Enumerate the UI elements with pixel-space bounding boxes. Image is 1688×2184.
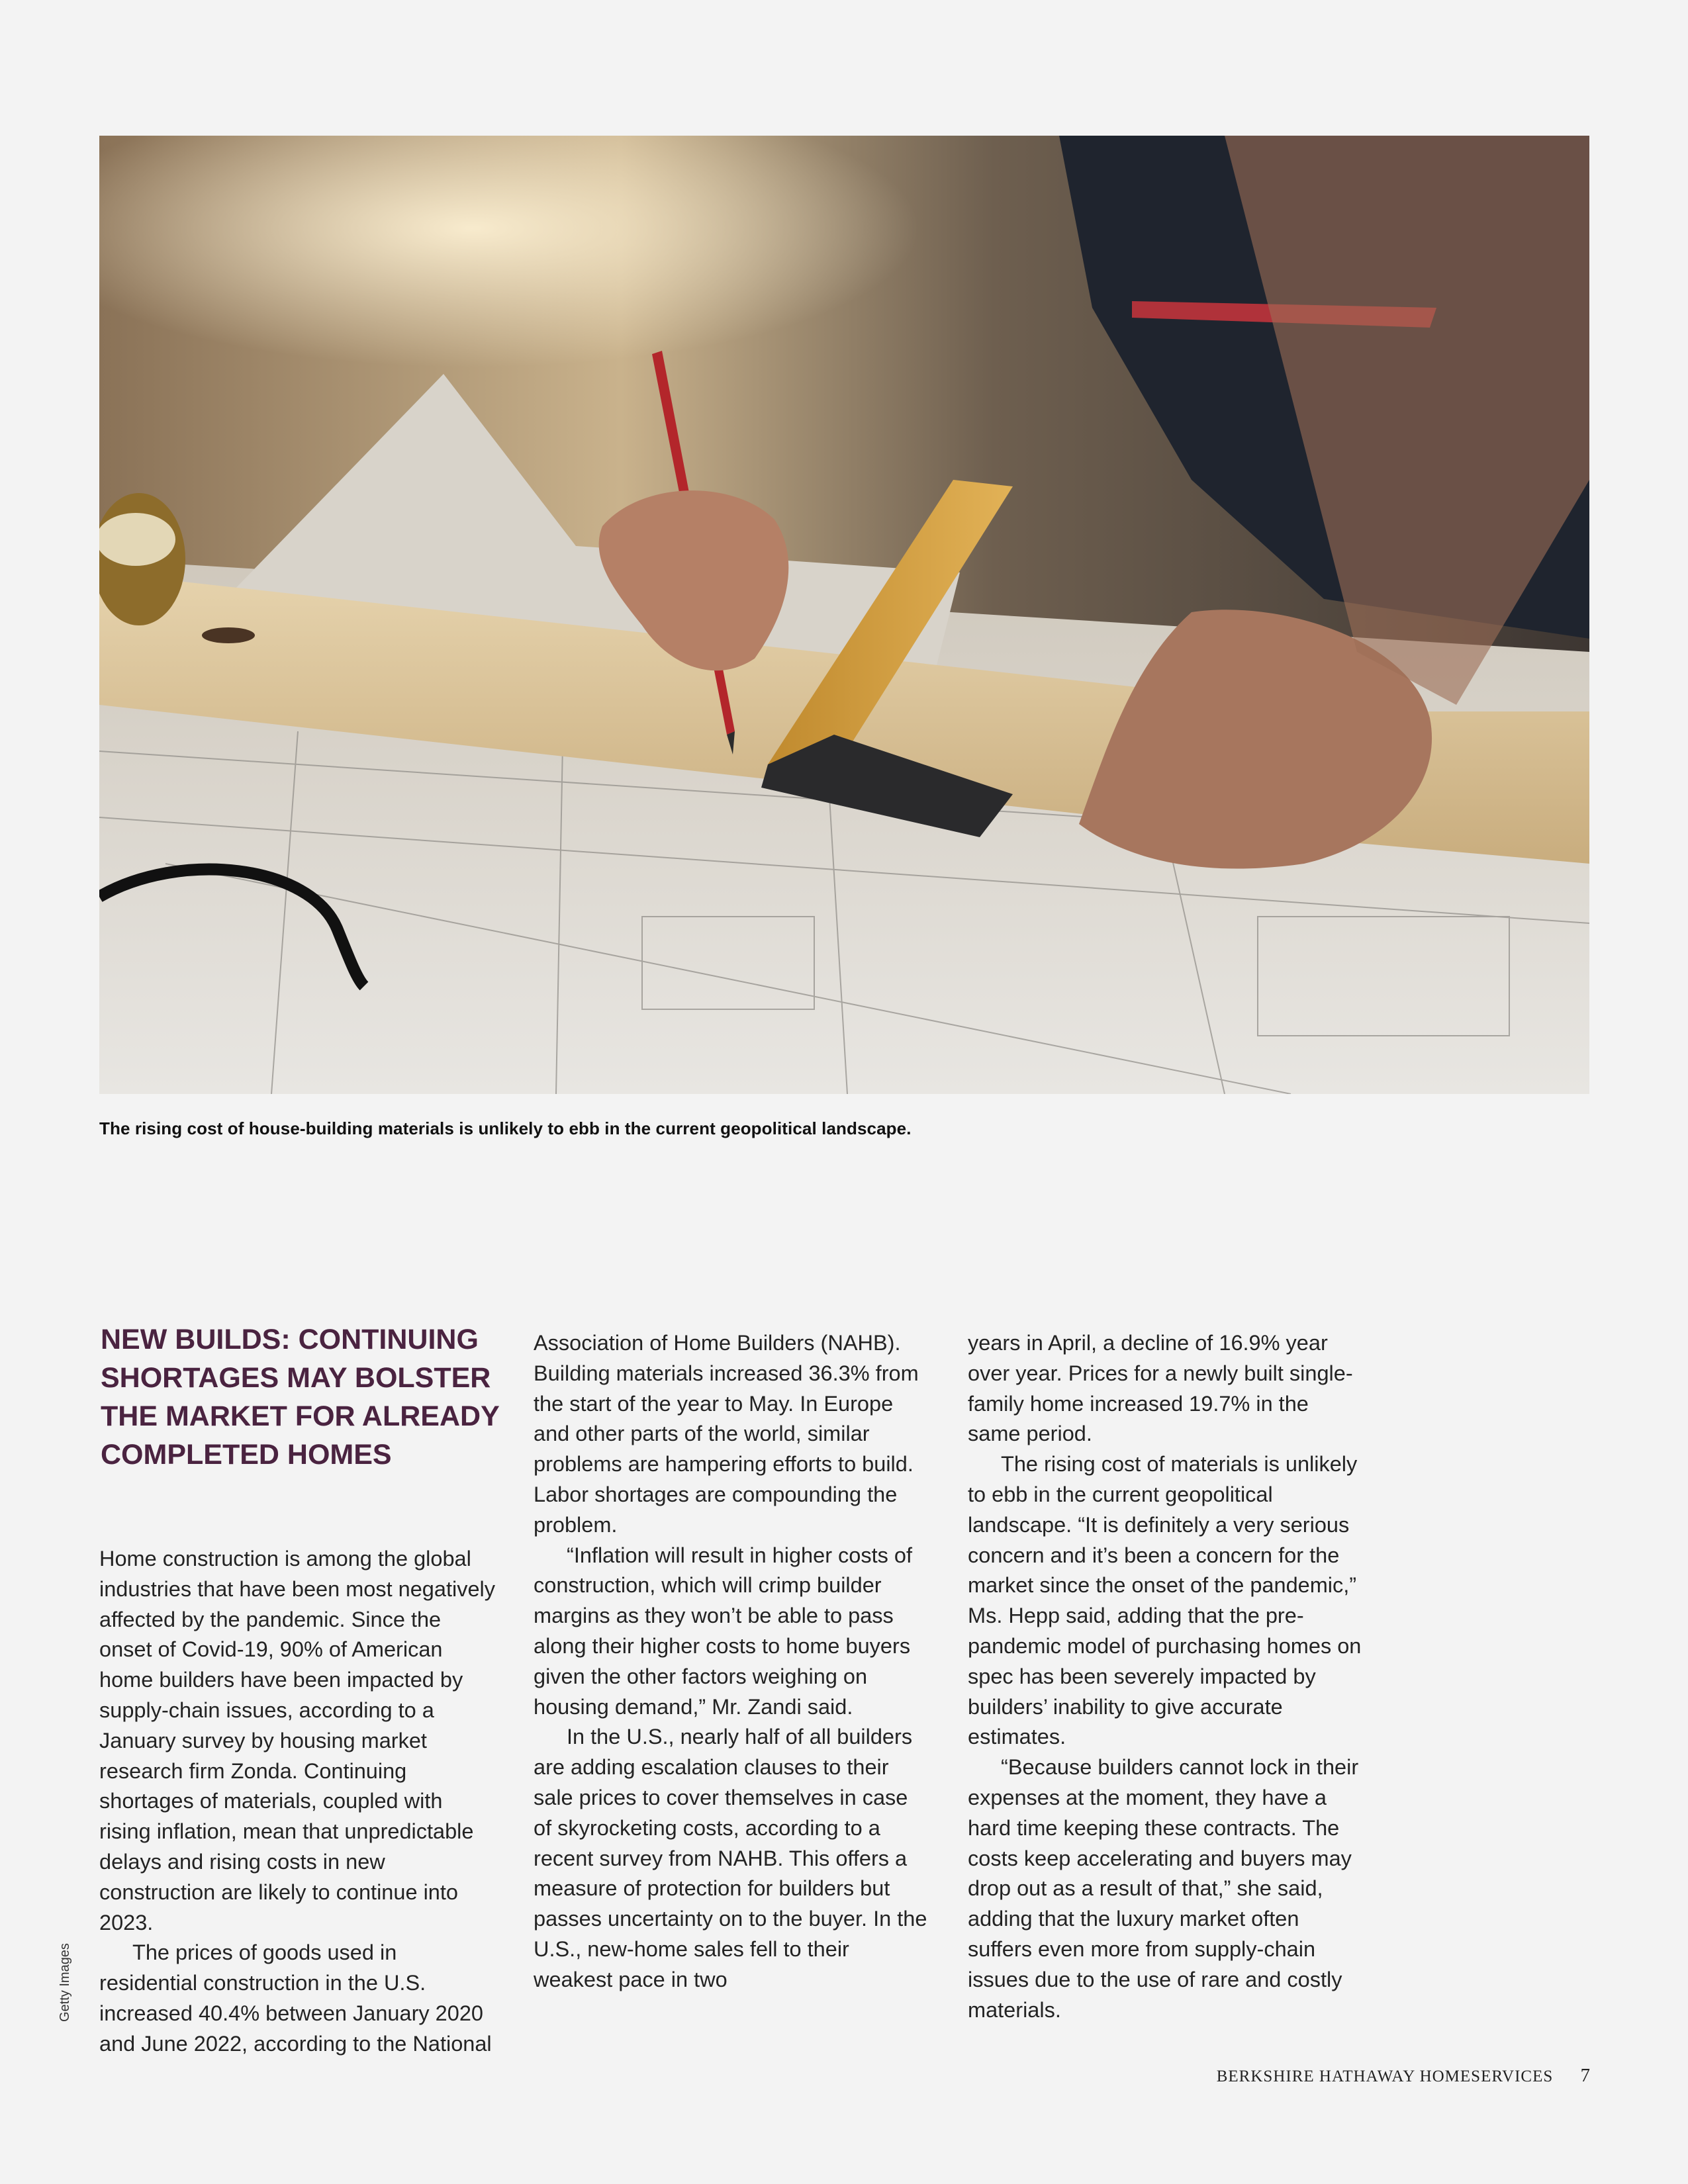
paragraph: The rising cost of materials is unlikely to ebb in the current geopolitical landscape. “It is definitely a very serious concern and it’s been a concern for the market since the onset of the pandemic,” Ms. Hepp said, adding that the pre-pandemic model of purchasing homes on spec has been severely impacted by builders’ inability to give accurate estimates. <box>968 1452 1362 1749</box>
paragraph: years in April, a decline of 16.9% year over year. Prices for a newly built single-family home increased 19.7% in the same period. <box>968 1331 1353 1446</box>
hero-photo <box>99 136 1589 1094</box>
page-footer <box>1217 2065 1590 2087</box>
photo-credit: Getty Images <box>58 1943 72 2022</box>
article-column-1 <box>99 1544 496 2060</box>
paragraph: The prices of goods used in residential construction in the U.S. increased 40.4% between January 2020 and June 2022, according to the National <box>99 1940 492 2056</box>
photo-caption: The rising cost of house-building materials is unlikely to ebb in the current geopolitical landscape. <box>99 1118 912 1138</box>
article-column-3 <box>968 1328 1365 2025</box>
publication-name: BERKSHIRE HATHAWAY HOMESERVICES <box>1216 2068 1554 2085</box>
paragraph: Association of Home Builders (NAHB). Building materials increased 36.3% from the start of the year to May. In Europe and other parts of the world, similar problems are hampering efforts to build. Labor shortages are compounding the problem. <box>534 1331 919 1537</box>
paragraph: In the U.S., nearly half of all builders are adding escalation clauses to their sale prices to cover themselves in case of skyrocketing costs, according to a recent survey from NAHB. This offers a measure of protection for builders but passes uncertainty on to the buyer. In the U.S., new-home sales fell to their weakest pace in two <box>534 1725 927 1991</box>
paragraph: Home construction is among the global industries that have been most negatively affected by the pandemic. Since the onset of Covid-19, 90% of American home builders have been impacted by supply-chain issues, according to a January survey by housing market research firm Zonda. Continuing shortages of materials, coupled with rising inflation, mean that unpredictable delays and rising costs in new construction are likely to continue into 2023. <box>99 1547 495 1934</box>
construction-scene-illustration <box>99 136 1589 1094</box>
paragraph: “Because builders cannot lock in their expenses at the moment, they have a hard time keeping these contracts. The costs keep accelerating and buyers may drop out as a result of that,” she said, adding that the luxury market often suffers even more from supply-chain issues due to the use of rare and costly materials. <box>968 1755 1359 2022</box>
paragraph: “Inflation will result in higher costs of construction, which will crimp builder margins as they won’t be able to pass along their higher costs to home buyers given the other factors weighing on housing demand,” Mr. Zandi said. <box>534 1543 913 1719</box>
article-headline: NEW BUILDS: CONTINUING SHORTAGES MAY BOLSTER THE MARKET FOR ALREADY COMPLETED HOMES <box>101 1324 499 1471</box>
article-column-2 <box>534 1328 931 1995</box>
page-number: 7 <box>1580 2065 1590 2086</box>
